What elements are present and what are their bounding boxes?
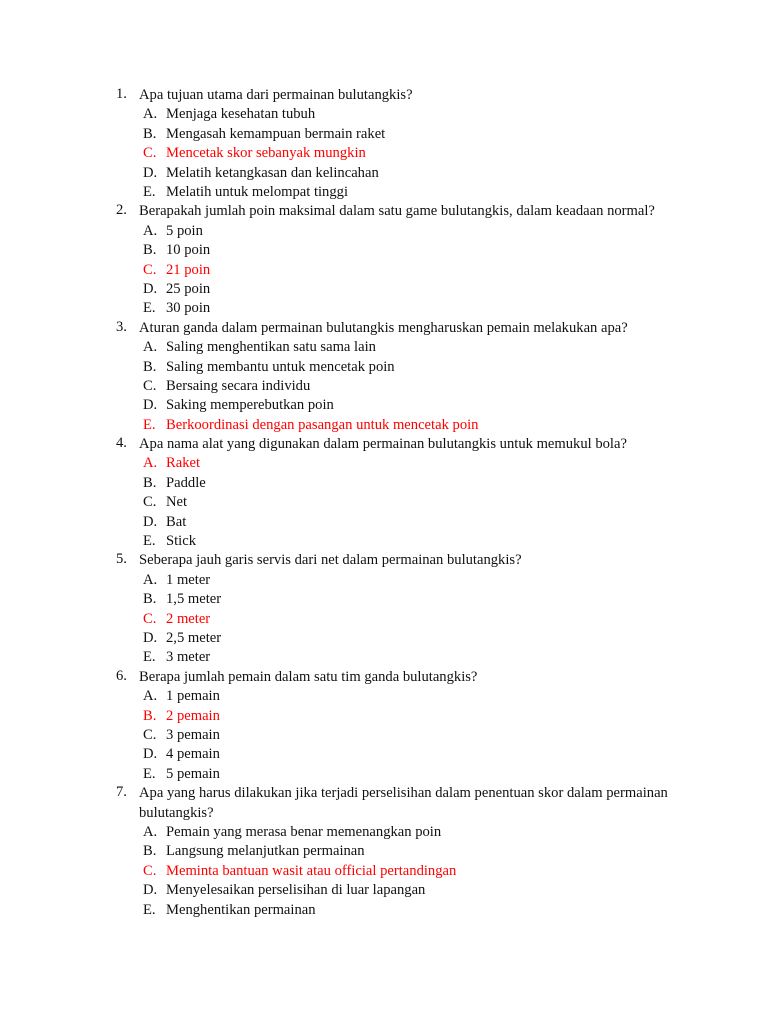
option-letter: E. [143, 300, 156, 317]
option-letter: E. [143, 901, 156, 918]
answer-option [139, 396, 668, 415]
answer-options [139, 454, 668, 551]
option-text: Melatih untuk melompat tinggi [166, 183, 348, 200]
option-letter: B. [143, 242, 157, 259]
answer-option [139, 881, 668, 900]
answer-option [139, 745, 668, 764]
option-text: Langsung melanjutkan permainan [166, 843, 365, 860]
option-text: 25 poin [166, 280, 211, 297]
option-text: 2 pemain [166, 707, 220, 724]
option-text: 4 pemain [166, 746, 220, 763]
option-text: Saking memperebutkan poin [166, 397, 334, 414]
answer-option-correct [139, 610, 668, 629]
option-letter: A. [143, 455, 158, 472]
question-6 [0, 668, 768, 784]
answer-option [139, 105, 668, 124]
option-text: 2,5 meter [166, 630, 222, 647]
answer-option [139, 726, 668, 745]
option-text: Mengasah kemampuan bermain raket [166, 125, 386, 142]
option-text: Paddle [166, 474, 206, 491]
answer-option [139, 125, 668, 144]
question-number: 5. [116, 551, 127, 568]
option-letter: B. [143, 474, 157, 491]
answer-option [139, 183, 668, 202]
question-number: 7. [116, 784, 127, 801]
answer-option [139, 377, 668, 396]
option-text: 30 poin [166, 300, 211, 317]
option-letter: A. [143, 688, 158, 705]
answer-option [139, 493, 668, 512]
option-text: Menjaga kesehatan tubuh [166, 106, 316, 123]
question-text: Apa nama alat yang digunakan dalam permainan bulutangkis untuk memukul bola? [139, 436, 627, 453]
answer-option [139, 164, 668, 183]
option-text: Saling membantu untuk mencetak poin [166, 358, 395, 375]
option-letter: E. [143, 765, 156, 782]
option-letter: D. [143, 630, 158, 647]
answer-option-correct [139, 416, 668, 435]
option-text: Mencetak skor sebanyak mungkin [166, 145, 366, 162]
option-text: Bersaing secara individu [166, 377, 311, 394]
option-letter: C. [143, 494, 157, 511]
answer-option [139, 823, 668, 842]
answer-option [139, 590, 668, 609]
question-3 [0, 319, 768, 435]
question-2 [0, 202, 768, 318]
option-letter: A. [143, 222, 158, 239]
question-text: Aturan ganda dalam permainan bulutangkis mengharuskan pemain melakukan apa? [139, 319, 628, 336]
answer-option [139, 842, 668, 861]
option-text: Raket [166, 455, 201, 472]
option-letter: A. [143, 339, 158, 356]
option-letter: D. [143, 397, 158, 414]
option-letter: C. [143, 726, 157, 743]
option-text: 3 pemain [166, 726, 220, 743]
answer-option [139, 474, 668, 493]
option-letter: B. [143, 843, 157, 860]
option-text: Bat [166, 513, 187, 530]
option-letter: B. [143, 707, 157, 724]
option-letter: B. [143, 358, 157, 375]
question-text: Berapa jumlah pemain dalam satu tim ganda bulutangkis? [139, 668, 478, 685]
question-4 [0, 435, 768, 551]
answer-options [139, 105, 668, 202]
answer-option [139, 241, 668, 260]
option-letter: D. [143, 513, 158, 530]
option-letter: E. [143, 649, 156, 666]
option-text: Stick [166, 533, 196, 550]
answer-option [139, 222, 668, 241]
question-number: 2. [116, 202, 127, 219]
question-number: 3. [116, 318, 127, 335]
question-number: 6. [116, 667, 127, 684]
question-number: 1. [116, 86, 127, 102]
answer-options [139, 222, 668, 319]
option-text: Menghentikan permainan [166, 901, 316, 918]
answer-option [139, 629, 668, 648]
option-text: Pemain yang merasa benar memenangkan poin [166, 823, 442, 840]
option-text: 5 pemain [166, 765, 220, 782]
question-number: 4. [116, 435, 127, 452]
answer-option-correct [139, 261, 668, 280]
option-letter: B. [143, 591, 157, 608]
answer-option [139, 358, 668, 377]
answer-option-correct [139, 862, 668, 881]
option-letter: C. [143, 377, 157, 394]
option-text: 3 meter [166, 649, 211, 666]
option-letter: D. [143, 164, 158, 181]
option-letter: C. [143, 261, 157, 278]
answer-option [139, 571, 668, 590]
option-letter: E. [143, 183, 156, 200]
question-text: Seberapa jauh garis servis dari net dalam permainan bulutangkis? [139, 552, 522, 569]
answer-option [139, 299, 668, 318]
option-letter: C. [143, 862, 157, 879]
option-letter: E. [143, 533, 156, 550]
option-text: 1 meter [166, 571, 211, 588]
option-text: Saling menghentikan satu sama lain [166, 339, 376, 356]
answer-option [139, 338, 668, 357]
option-letter: E. [143, 416, 156, 433]
option-text: 10 poin [166, 242, 211, 259]
option-letter: D. [143, 882, 158, 899]
option-letter: C. [143, 610, 157, 627]
answer-options [139, 823, 668, 920]
option-text: Net [166, 494, 188, 511]
question-5 [0, 551, 768, 667]
option-text: 5 poin [166, 222, 203, 239]
answer-option [139, 648, 668, 667]
answer-option-correct [139, 454, 668, 473]
answer-option [139, 765, 668, 784]
option-letter: A. [143, 106, 158, 123]
option-letter: D. [143, 280, 158, 297]
option-letter: D. [143, 746, 158, 763]
option-letter: C. [143, 145, 157, 162]
answer-option [139, 687, 668, 706]
option-text: 21 poin [166, 261, 211, 278]
option-letter: A. [143, 571, 158, 588]
question-text: Berapakah jumlah poin maksimal dalam satu game bulutangkis, dalam keadaan normal? [139, 203, 655, 220]
answer-options [139, 571, 668, 668]
option-letter: B. [143, 125, 157, 142]
option-text: 2 meter [166, 610, 211, 627]
quiz-document [0, 86, 768, 920]
answer-option [139, 532, 668, 551]
answer-option-correct [139, 144, 668, 163]
question-text: Apa yang harus dilakukan jika terjadi perselisihan dalam penentuan skor dalam permainan bulutangkis? [139, 785, 668, 821]
answer-options [139, 687, 668, 784]
option-text: 1,5 meter [166, 591, 222, 608]
answer-option [139, 901, 668, 920]
option-text: Menyelesaikan perselisihan di luar lapangan [166, 882, 426, 899]
option-letter: A. [143, 823, 158, 840]
question-7 [0, 784, 768, 920]
answer-options [139, 338, 668, 435]
answer-option-correct [139, 707, 668, 726]
option-text: 1 pemain [166, 688, 220, 705]
option-text: Melatih ketangkasan dan kelincahan [166, 164, 379, 181]
answer-option [139, 280, 668, 299]
answer-option [139, 513, 668, 532]
question-text: Apa tujuan utama dari permainan bulutangkis? [139, 87, 413, 103]
question-1 [0, 86, 768, 202]
option-text: Berkoordinasi dengan pasangan untuk mencetak poin [166, 416, 479, 433]
option-text: Meminta bantuan wasit atau official pertandingan [166, 862, 457, 879]
